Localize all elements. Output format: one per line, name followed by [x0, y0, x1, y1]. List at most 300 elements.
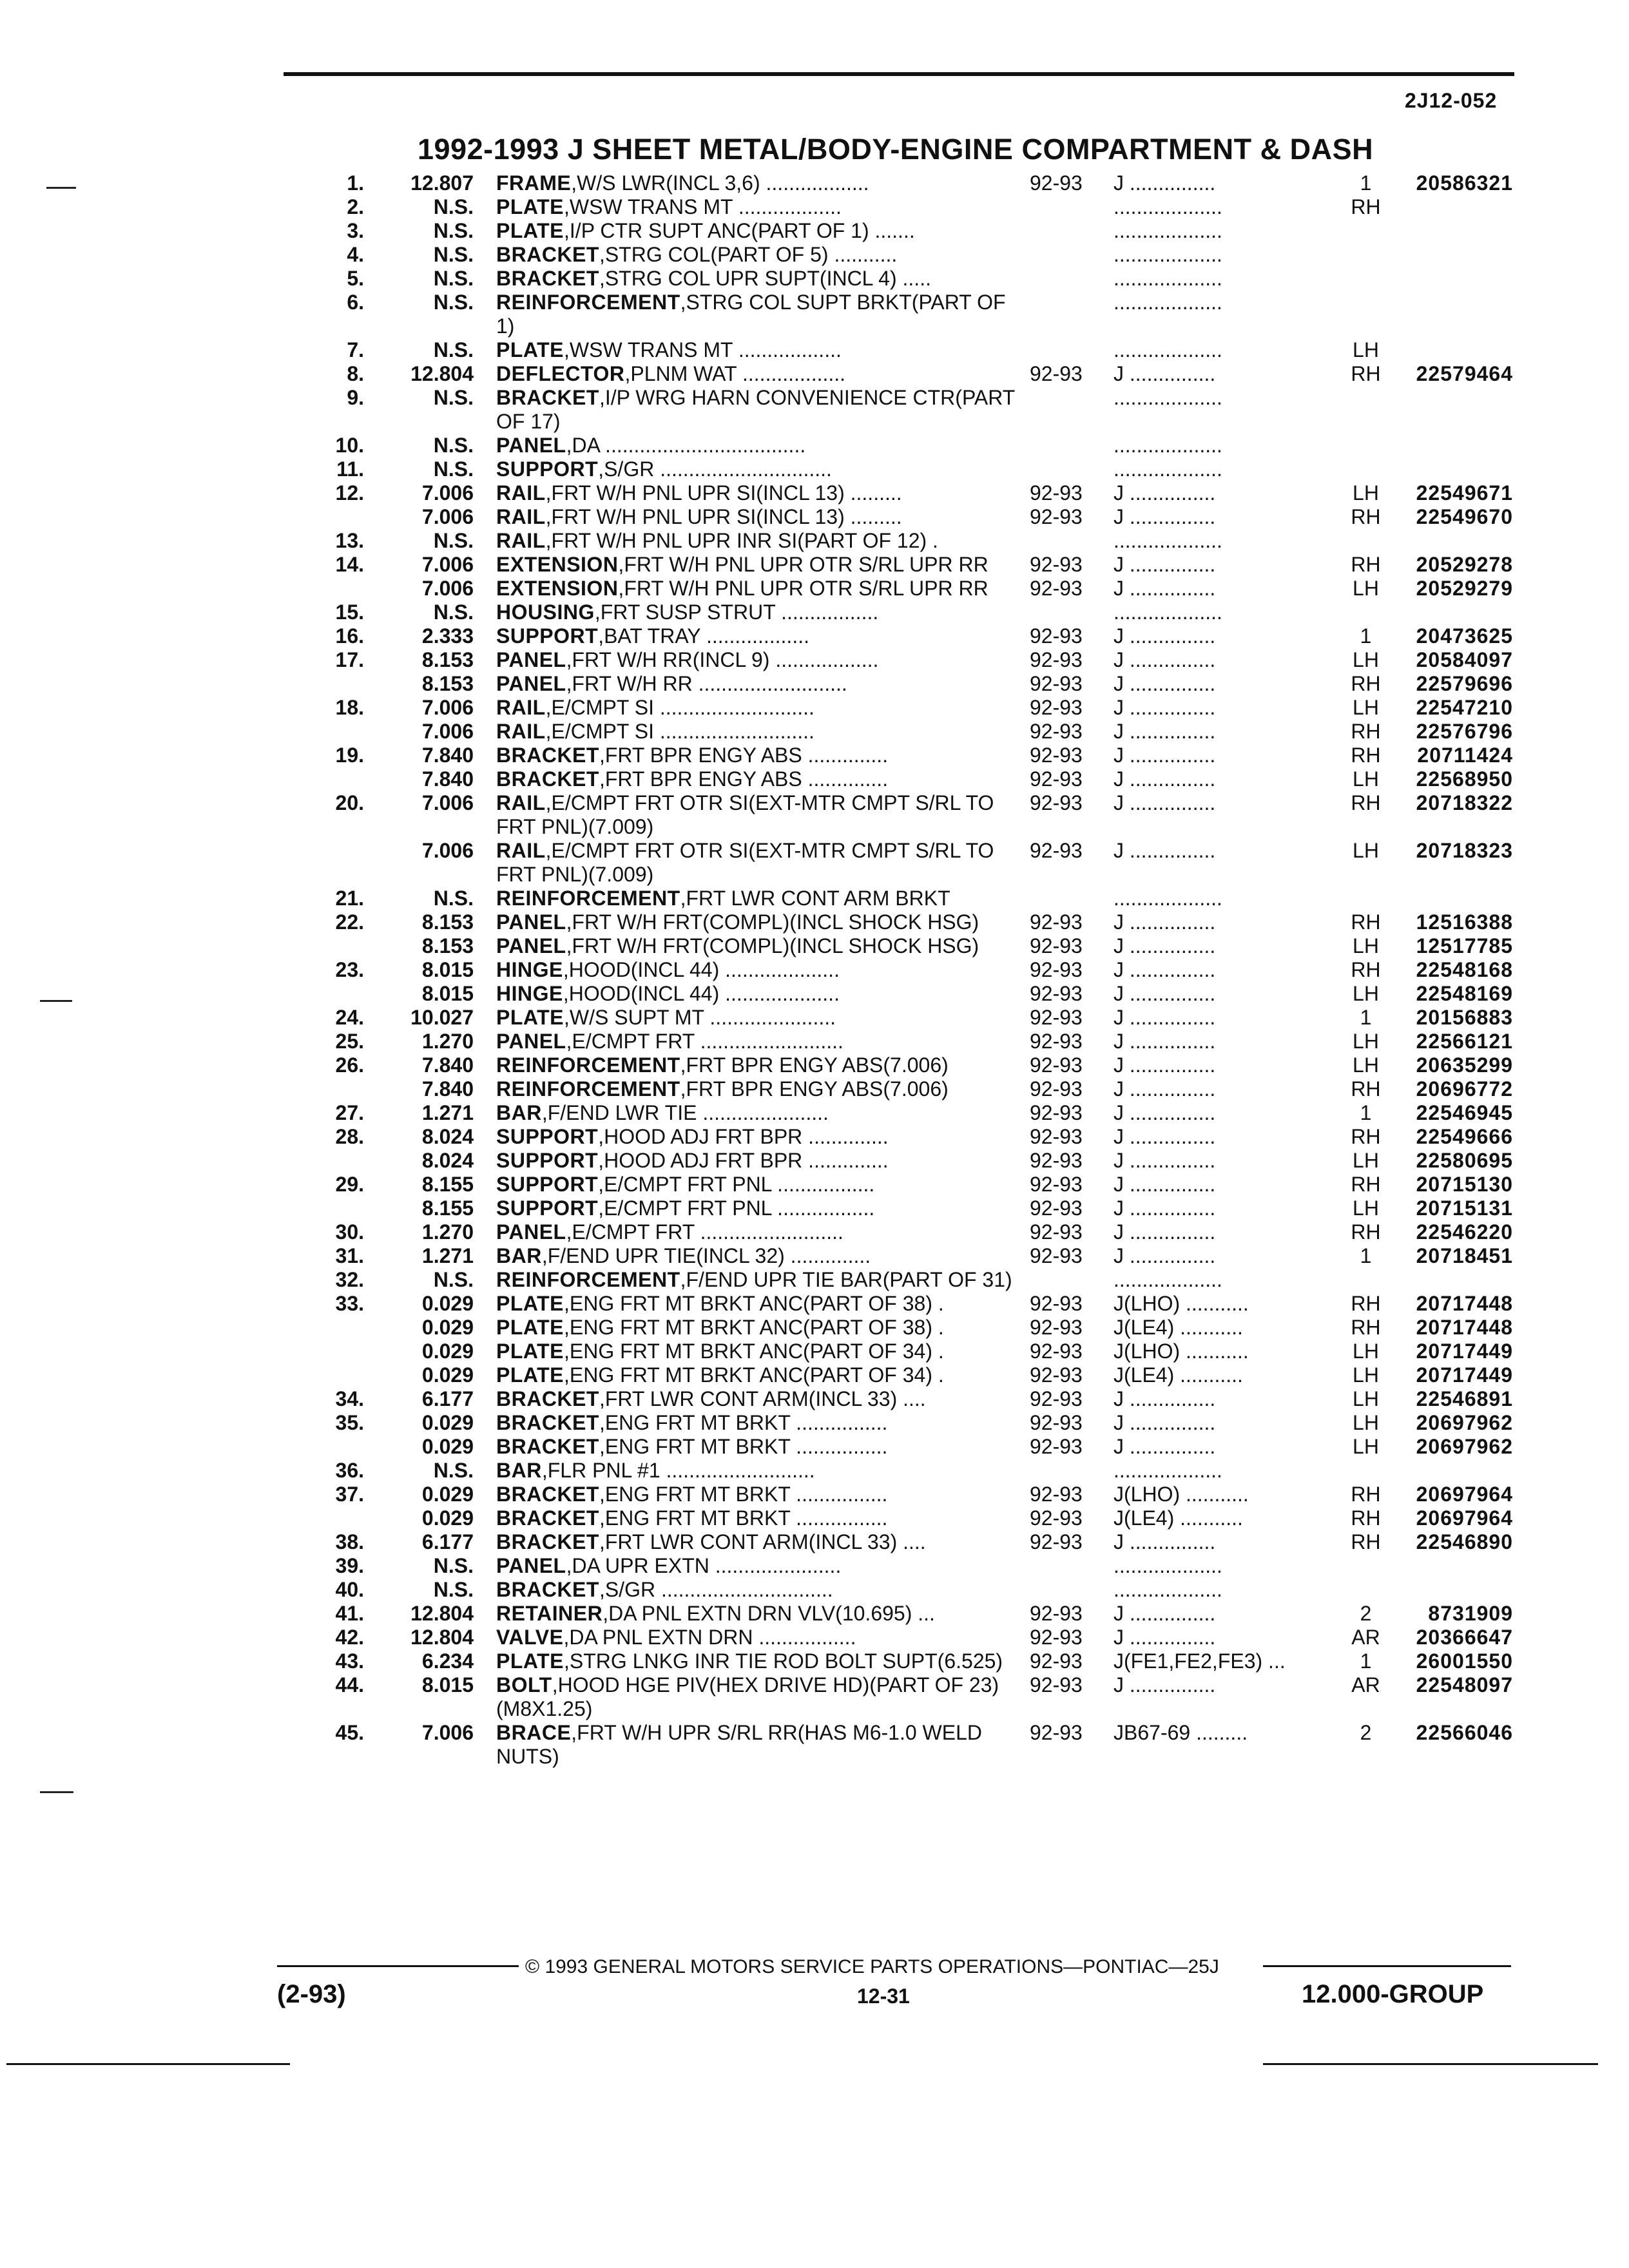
- quantity: RH: [1351, 1173, 1381, 1196]
- model-years: 92-93: [1030, 553, 1083, 576]
- part-name: RAIL: [496, 696, 546, 719]
- part-name: RETAINER: [496, 1602, 603, 1625]
- part-description: [496, 1578, 1025, 1602]
- quantity: 1: [1360, 1649, 1372, 1673]
- group-number: 12.804: [410, 1626, 474, 1649]
- table-row: [0, 1435, 1629, 1459]
- table-row: [0, 1244, 1629, 1268]
- part-description: [496, 1626, 1025, 1649]
- application: J(LHO) ...........: [1113, 1292, 1249, 1315]
- model-years: 92-93: [1030, 1483, 1083, 1506]
- table-row: [0, 529, 1629, 553]
- part-detail: ,FRT W/H PNL UPR INR SI(PART OF 12) .: [545, 529, 938, 552]
- table-row: [0, 1268, 1629, 1292]
- part-name: BRACKET: [496, 1483, 599, 1506]
- application: J ...............: [1113, 791, 1216, 814]
- application: ...................: [1113, 1578, 1222, 1601]
- part-name: BAR: [496, 1244, 542, 1267]
- parts-list: [0, 171, 1629, 1769]
- group-number: N.S.: [433, 386, 474, 409]
- group-number: 7.006: [421, 553, 474, 576]
- part-name: REINFORCEMENT: [496, 1053, 680, 1077]
- quantity: RH: [1351, 1220, 1381, 1244]
- part-number: 22546220: [1416, 1220, 1513, 1244]
- part-detail: ,E/CMPT FRT .........................: [566, 1220, 843, 1244]
- bottom-rule-right: [1263, 2063, 1598, 2065]
- part-number: 20366647: [1416, 1626, 1513, 1649]
- group-number: N.S.: [433, 887, 474, 910]
- part-name: REINFORCEMENT: [496, 1077, 680, 1100]
- ref-number: 8.: [347, 362, 364, 385]
- part-description: [496, 1363, 1025, 1387]
- table-row: [0, 1340, 1629, 1363]
- table-row: [0, 291, 1629, 338]
- table-row: [0, 1196, 1629, 1220]
- group-number: 7.840: [421, 744, 474, 767]
- part-detail: ,HOOD ADJ FRT BPR ..............: [598, 1125, 889, 1148]
- group-number: 0.029: [421, 1292, 474, 1315]
- table-row: [0, 1721, 1629, 1769]
- part-name: BAR: [496, 1101, 542, 1124]
- part-name: DEFLECTOR: [496, 362, 625, 385]
- part-description: [496, 553, 1025, 577]
- part-number: 12517785: [1416, 934, 1513, 957]
- ref-number: 27.: [335, 1101, 364, 1124]
- part-detail: ,ENG FRT MT BRKT ANC(PART OF 34) .: [564, 1340, 944, 1363]
- part-description: [496, 791, 1025, 839]
- part-name: PANEL: [496, 434, 566, 457]
- model-years: 92-93: [1030, 362, 1083, 385]
- model-years: 92-93: [1030, 1340, 1083, 1363]
- part-detail: ,FRT BPR ENGY ABS ..............: [599, 744, 889, 767]
- part-number: 20697962: [1416, 1435, 1513, 1458]
- part-number: 8731909: [1428, 1602, 1513, 1625]
- part-name: RAIL: [496, 839, 546, 862]
- table-row: [0, 1125, 1629, 1149]
- part-detail: ,FRT BPR ENGY ABS(7.006): [680, 1077, 949, 1100]
- ref-number: 28.: [335, 1125, 364, 1148]
- part-name: PANEL: [496, 1220, 566, 1244]
- part-name: PLATE: [496, 1292, 564, 1315]
- application: ...................: [1113, 243, 1222, 266]
- application: J ...............: [1113, 1125, 1216, 1148]
- table-row: [0, 1077, 1629, 1101]
- application: ...................: [1113, 338, 1222, 361]
- application: J(LE4) ...........: [1113, 1363, 1243, 1387]
- part-description: [496, 958, 1025, 982]
- part-detail: ,FRT W/H FRT(COMPL)(INCL SHOCK HSG): [566, 934, 979, 957]
- group-number: 7.006: [421, 577, 474, 600]
- part-name: BRACKET: [496, 267, 599, 290]
- part-description: [496, 1435, 1025, 1459]
- ref-number: 43.: [335, 1649, 364, 1673]
- table-row: [0, 1506, 1629, 1530]
- part-name: SUPPORT: [496, 1173, 599, 1196]
- group-number: 8.155: [421, 1173, 474, 1196]
- application: J(LHO) ...........: [1113, 1483, 1249, 1506]
- part-description: [496, 744, 1025, 767]
- model-years: 92-93: [1030, 1006, 1083, 1029]
- table-row: [0, 1387, 1629, 1411]
- quantity: LH: [1353, 767, 1379, 791]
- group-number: 8.024: [421, 1149, 474, 1172]
- part-detail: ,E/CMPT FRT PNL .................: [598, 1196, 875, 1220]
- part-name: SUPPORT: [496, 457, 599, 481]
- part-name: BRACKET: [496, 243, 599, 266]
- part-detail: ,DA ...................................: [566, 434, 806, 457]
- part-detail: ,DA PNL EXTN DRN .................: [563, 1626, 856, 1649]
- table-row: [0, 887, 1629, 910]
- application: J ...............: [1113, 624, 1216, 648]
- application: J ...............: [1113, 171, 1216, 195]
- application: J ...............: [1113, 910, 1216, 934]
- application: J ...............: [1113, 481, 1216, 505]
- quantity: RH: [1351, 1125, 1381, 1148]
- table-row: [0, 1006, 1629, 1030]
- table-row: [0, 1411, 1629, 1435]
- part-description: [496, 672, 1025, 696]
- group-number: 8.024: [421, 1125, 474, 1148]
- application: J ...............: [1113, 767, 1216, 791]
- quantity: RH: [1351, 553, 1381, 576]
- part-detail: ,FRT LWR CONT ARM BRKT: [680, 887, 950, 910]
- quantity: AR: [1351, 1626, 1380, 1649]
- part-detail: ,STRG COL(PART OF 5) ...........: [599, 243, 898, 266]
- part-number: 20156883: [1416, 1006, 1513, 1029]
- quantity: 2: [1360, 1602, 1372, 1625]
- table-row: [0, 696, 1629, 720]
- part-description: [496, 982, 1025, 1006]
- group-number: 7.006: [421, 1721, 474, 1744]
- table-row: [0, 839, 1629, 887]
- part-number: 22579464: [1416, 362, 1513, 385]
- quantity: RH: [1351, 910, 1381, 934]
- part-name: HINGE: [496, 958, 563, 981]
- ref-number: 38.: [335, 1530, 364, 1553]
- part-number: 20717448: [1416, 1292, 1513, 1315]
- model-years: 92-93: [1030, 1316, 1083, 1339]
- part-name: RAIL: [496, 720, 546, 743]
- part-name: RAIL: [496, 529, 546, 552]
- model-years: 92-93: [1030, 1101, 1083, 1124]
- part-detail: ,ENG FRT MT BRKT ................: [599, 1506, 888, 1530]
- application: J ...............: [1113, 505, 1216, 528]
- part-description: [496, 1340, 1025, 1363]
- quantity: RH: [1351, 1316, 1381, 1339]
- part-detail: ,S/GR ..............................: [599, 1578, 833, 1601]
- application: ...................: [1113, 1268, 1222, 1291]
- model-years: 92-93: [1030, 1149, 1083, 1172]
- table-row: [0, 577, 1629, 601]
- part-detail: ,FRT W/H UPR S/RL RR(HAS M6-1.0 WELD NUTS): [496, 1721, 982, 1768]
- part-description: [496, 457, 1025, 481]
- ref-number: 24.: [335, 1006, 364, 1029]
- part-name: FRAME: [496, 171, 572, 195]
- part-number: 20711424: [1417, 744, 1513, 767]
- part-description: [496, 624, 1025, 648]
- application: ...................: [1113, 1554, 1222, 1577]
- model-years: 92-93: [1030, 1220, 1083, 1244]
- group-number: 0.029: [421, 1363, 474, 1387]
- table-row: [0, 1626, 1629, 1649]
- group-number: 8.153: [421, 672, 474, 695]
- part-name: PANEL: [496, 910, 566, 934]
- ref-number: 12.: [335, 481, 364, 505]
- part-number: 20529278: [1416, 553, 1513, 576]
- quantity: RH: [1351, 1530, 1381, 1553]
- part-detail: ,ENG FRT MT BRKT ANC(PART OF 38) .: [564, 1316, 944, 1339]
- part-name: PLATE: [496, 1363, 564, 1387]
- quantity: RH: [1351, 720, 1381, 743]
- part-name: BRACKET: [496, 1578, 599, 1601]
- application: J ...............: [1113, 982, 1216, 1005]
- group-number: 7.840: [421, 1053, 474, 1077]
- ref-number: 4.: [347, 243, 364, 266]
- part-number: 20717448: [1416, 1316, 1513, 1339]
- footer-rule-left: [277, 1965, 519, 1967]
- page-id: 2J12-052: [1405, 89, 1498, 112]
- part-number: 22566121: [1416, 1030, 1513, 1053]
- application: J ...............: [1113, 648, 1216, 671]
- ref-number: 31.: [335, 1244, 364, 1267]
- part-description: [496, 195, 1025, 219]
- group-number: 7.006: [421, 791, 474, 814]
- part-name: BRACKET: [496, 1506, 599, 1530]
- application: J ...............: [1113, 1101, 1216, 1124]
- application: J ...............: [1113, 1053, 1216, 1077]
- group-number: N.S.: [433, 291, 474, 314]
- part-description: [496, 1101, 1025, 1125]
- ref-number: 40.: [335, 1578, 364, 1601]
- part-description: [496, 1506, 1025, 1530]
- quantity: 1: [1360, 1101, 1372, 1124]
- part-number: 22549666: [1416, 1125, 1513, 1148]
- application: ...................: [1113, 434, 1222, 457]
- quantity: LH: [1353, 1196, 1379, 1220]
- part-description: [496, 577, 1025, 601]
- table-row: [0, 362, 1629, 386]
- part-number: 22546945: [1416, 1101, 1513, 1124]
- part-description: [496, 171, 1025, 195]
- part-name: PLATE: [496, 1649, 564, 1673]
- model-years: 92-93: [1030, 910, 1083, 934]
- group-number: 0.029: [421, 1340, 474, 1363]
- part-description: [496, 1006, 1025, 1030]
- part-name: RAIL: [496, 505, 546, 528]
- part-number: 20696772: [1416, 1077, 1513, 1100]
- part-detail: ,E/CMPT SI ...........................: [545, 720, 815, 743]
- application: ...................: [1113, 219, 1222, 242]
- model-years: 92-93: [1030, 1125, 1083, 1148]
- part-detail: ,FRT BPR ENGY ABS(7.006): [680, 1053, 949, 1077]
- model-years: 92-93: [1030, 1387, 1083, 1410]
- part-detail: ,STRG LNKG INR TIE ROD BOLT SUPT(6.525): [564, 1649, 1003, 1673]
- model-years: 92-93: [1030, 767, 1083, 791]
- group-number: 1.271: [421, 1244, 474, 1267]
- ref-number: 29.: [335, 1173, 364, 1196]
- group-number: 8.155: [421, 1196, 474, 1220]
- quantity: LH: [1353, 481, 1379, 505]
- part-name: PANEL: [496, 672, 566, 695]
- ref-number: 6.: [347, 291, 364, 314]
- ref-number: 26.: [335, 1053, 364, 1077]
- group-number: 1.270: [421, 1220, 474, 1244]
- table-row: [0, 1220, 1629, 1244]
- part-name: REINFORCEMENT: [496, 887, 680, 910]
- table-row: [0, 1149, 1629, 1173]
- model-years: 92-93: [1030, 1196, 1083, 1220]
- ref-number: 14.: [335, 553, 364, 576]
- part-detail: ,FRT LWR CONT ARM(INCL 33) ....: [599, 1387, 926, 1410]
- table-row: [0, 481, 1629, 505]
- ref-number: 19.: [335, 744, 364, 767]
- application: ...................: [1113, 601, 1222, 624]
- application: J ...............: [1113, 696, 1216, 719]
- part-detail: ,FRT W/H PNL UPR OTR S/RL UPR RR: [618, 553, 988, 576]
- part-detail: ,HOOD HGE PIV(HEX DRIVE HD)(PART OF 23)(M8X1.25): [496, 1673, 999, 1720]
- part-detail: ,FRT W/H RR(INCL 9) ..................: [566, 648, 879, 671]
- quantity: LH: [1353, 577, 1379, 600]
- quantity: LH: [1353, 982, 1379, 1005]
- quantity: LH: [1353, 1053, 1379, 1077]
- ref-number: 18.: [335, 696, 364, 719]
- application: J ...............: [1113, 577, 1216, 600]
- part-description: [496, 1483, 1025, 1506]
- model-years: 92-93: [1030, 1673, 1083, 1696]
- part-number: 20715131: [1416, 1196, 1513, 1220]
- application: ...................: [1113, 267, 1222, 290]
- quantity: RH: [1351, 1506, 1381, 1530]
- group-number: 8.153: [421, 910, 474, 934]
- part-description: [496, 1292, 1025, 1316]
- part-name: HINGE: [496, 982, 563, 1005]
- group-number: N.S.: [433, 457, 474, 481]
- part-detail: ,ENG FRT MT BRKT ................: [599, 1483, 888, 1506]
- application: ...................: [1113, 887, 1222, 910]
- part-description: [496, 243, 1025, 267]
- group-number: 6.177: [421, 1387, 474, 1410]
- quantity: RH: [1351, 362, 1381, 385]
- part-description: [496, 1530, 1025, 1554]
- application: J ...............: [1113, 553, 1216, 576]
- group-number: 0.029: [421, 1506, 474, 1530]
- part-description: [496, 1459, 1025, 1483]
- part-name: RAIL: [496, 481, 546, 505]
- part-detail: ,FRT W/H PNL UPR SI(INCL 13) .........: [545, 505, 902, 528]
- group-number: 7.006: [421, 696, 474, 719]
- part-detail: ,S/GR ..............................: [598, 457, 832, 481]
- part-number: 22568950: [1416, 767, 1513, 791]
- ref-number: 34.: [335, 1387, 364, 1410]
- quantity: LH: [1353, 1030, 1379, 1053]
- part-description: [496, 839, 1025, 887]
- group-number: N.S.: [433, 1459, 474, 1482]
- part-name: BRACKET: [496, 1387, 599, 1410]
- ref-number: 7.: [347, 338, 364, 361]
- table-row: [0, 1649, 1629, 1673]
- part-detail: ,PLNM WAT ..................: [624, 362, 846, 385]
- part-name: PLATE: [496, 1316, 564, 1339]
- part-number: 20717449: [1416, 1340, 1513, 1363]
- application: ...................: [1113, 386, 1222, 409]
- application: J ...............: [1113, 1411, 1216, 1434]
- group-number: N.S.: [433, 1554, 474, 1577]
- part-description: [496, 1387, 1025, 1411]
- model-years: 92-93: [1030, 171, 1083, 195]
- application: J ...............: [1113, 1435, 1216, 1458]
- part-detail: ,W/S LWR(INCL 3,6) ..................: [571, 171, 869, 195]
- part-detail: ,STRG COL SUPT BRKT(PART OF 1): [496, 291, 1006, 338]
- model-years: 92-93: [1030, 839, 1083, 862]
- part-name: EXTENSION: [496, 553, 619, 576]
- group-number: 8.153: [421, 934, 474, 957]
- group-number: 8.015: [421, 982, 474, 1005]
- ref-number: 1.: [347, 171, 364, 195]
- part-detail: ,ENG FRT MT BRKT ................: [599, 1435, 888, 1458]
- table-row: [0, 601, 1629, 624]
- part-detail: ,F/END LWR TIE ......................: [541, 1101, 829, 1124]
- group-number: 6.177: [421, 1530, 474, 1553]
- part-number: 20717449: [1416, 1363, 1513, 1387]
- group-label: 12.000-GROUP: [1302, 1980, 1484, 2008]
- part-name: PANEL: [496, 648, 566, 671]
- model-years: 92-93: [1030, 934, 1083, 957]
- group-number: 7.006: [421, 505, 474, 528]
- model-years: 92-93: [1030, 744, 1083, 767]
- part-description: [496, 1149, 1025, 1173]
- model-years: 92-93: [1030, 648, 1083, 671]
- group-number: N.S.: [433, 1578, 474, 1601]
- group-number: 0.029: [421, 1411, 474, 1434]
- part-detail: ,DA UPR EXTN ......................: [566, 1554, 842, 1577]
- part-name: SUPPORT: [496, 1196, 599, 1220]
- part-name: REINFORCEMENT: [496, 291, 680, 314]
- ref-number: 23.: [335, 958, 364, 981]
- part-number: 22576796: [1416, 720, 1513, 743]
- part-name: BRACKET: [496, 386, 599, 409]
- part-description: [496, 1196, 1025, 1220]
- quantity: RH: [1351, 1483, 1381, 1506]
- application: ...................: [1113, 195, 1222, 218]
- part-detail: ,WSW TRANS MT ..................: [564, 338, 842, 361]
- part-detail: ,HOOD(INCL 44) ....................: [563, 982, 840, 1005]
- application: J ...............: [1113, 672, 1216, 695]
- ref-number: 9.: [347, 386, 364, 409]
- group-number: N.S.: [433, 601, 474, 624]
- application: J ...............: [1113, 1077, 1216, 1100]
- application: J ...............: [1113, 1530, 1216, 1553]
- ref-number: 21.: [335, 887, 364, 910]
- part-description: [496, 720, 1025, 744]
- part-number: 22580695: [1416, 1149, 1513, 1172]
- application: J(LHO) ...........: [1113, 1340, 1249, 1363]
- part-detail: ,F/END UPR TIE(INCL 32) ..............: [541, 1244, 871, 1267]
- part-description: [496, 505, 1025, 529]
- part-detail: ,FRT LWR CONT ARM(INCL 33) ....: [599, 1530, 926, 1553]
- part-description: [496, 1721, 1025, 1769]
- table-row: [0, 672, 1629, 696]
- part-description: [496, 910, 1025, 934]
- model-years: 92-93: [1030, 982, 1083, 1005]
- table-row: [0, 958, 1629, 982]
- part-description: [496, 291, 1025, 338]
- application: J ...............: [1113, 1387, 1216, 1410]
- group-number: N.S.: [433, 195, 474, 218]
- part-detail: ,I/P WRG HARN CONVENIENCE CTR(PART OF 17): [496, 386, 1015, 433]
- quantity: RH: [1351, 672, 1381, 695]
- model-years: 92-93: [1030, 958, 1083, 981]
- part-description: [496, 1077, 1025, 1101]
